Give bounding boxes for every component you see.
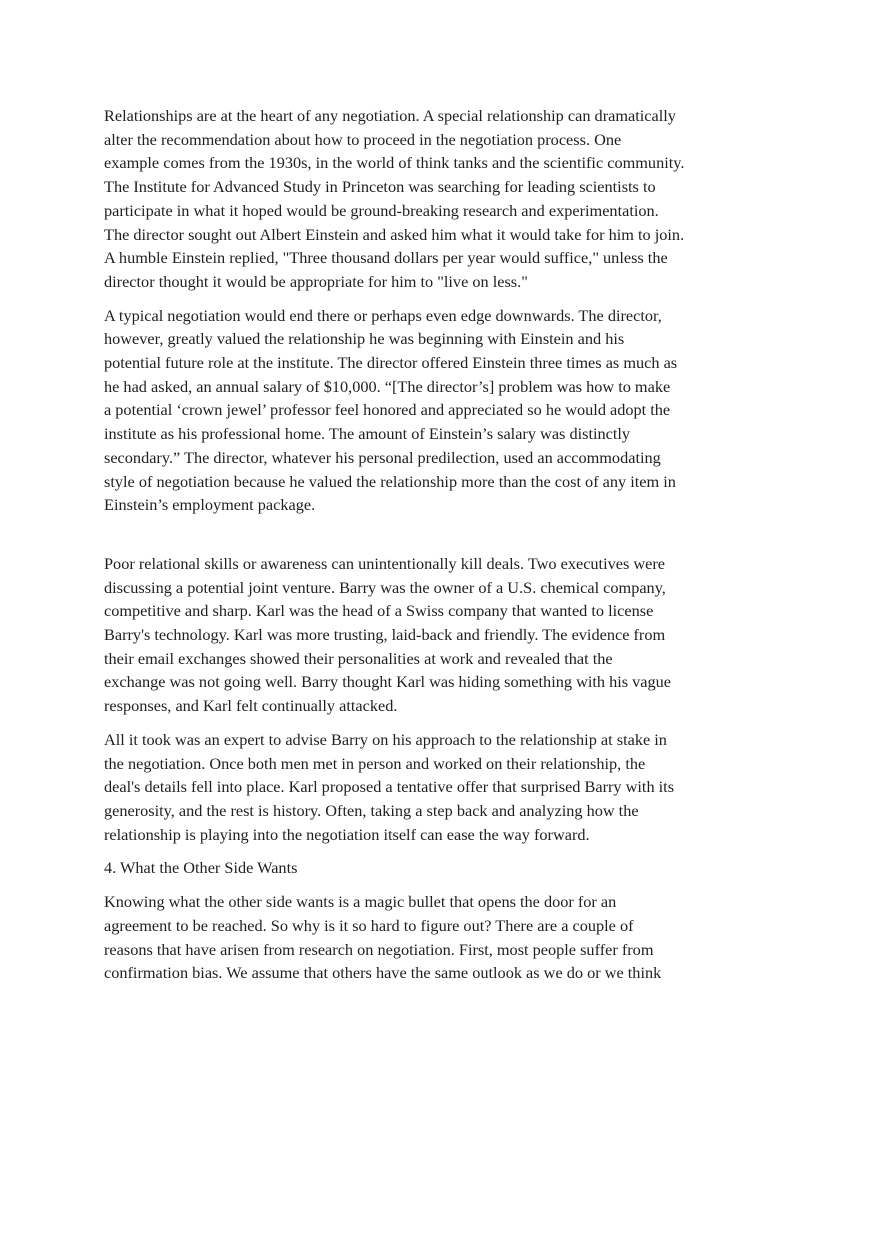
text-line: a potential ‘crown jewel’ professor feel honored and appreciated so he would adopt the: [104, 400, 671, 420]
paragraph-other-side-wants: [104, 890, 728, 985]
text-line: deal's details fell into place. Karl proposed a tentative offer that surprised Barry with its: [104, 777, 675, 797]
text-line: their email exchanges showed their personalities at work and revealed that the: [104, 648, 613, 668]
text-line: example comes from the 1930s, in the world of think tanks and the scientific community.: [104, 153, 685, 173]
paragraph-einstein-salary: [104, 304, 728, 517]
text-line: style of negotiation because he valued the relationship more than the cost of any item in: [104, 471, 676, 491]
text-line: potential future role at the institute. The director offered Einstein three times as much as: [104, 353, 678, 373]
text-line: alter the recommendation about how to proceed in the negotiation process. One: [104, 129, 622, 149]
text-line: exchange was not going well. Barry thought Karl was hiding something with his vague: [104, 672, 672, 692]
text-line: A humble Einstein replied, "Three thousand dollars per year would suffice," unless the: [104, 248, 668, 268]
text-line: reasons that have arisen from research on negotiation. First, most people suffer from: [104, 939, 654, 959]
paragraph-barry-karl: [104, 552, 728, 718]
text-line: confirmation bias. We assume that others have the same outlook as we do or we think: [104, 963, 662, 983]
text-line: competitive and sharp. Karl was the head of a Swiss company that wanted to license: [104, 601, 654, 621]
text-line: director thought it would be appropriate for him to "live on less.": [104, 271, 528, 291]
text-line: The Institute for Advanced Study in Princeton was searching for leading scientists to: [104, 177, 656, 197]
text-line: Barry's technology. Karl was more trusting, laid-back and friendly. The evidence from: [104, 625, 666, 645]
text-line: institute as his professional home. The amount of Einstein’s salary was distinctly: [104, 424, 631, 444]
text-line: Relationships are at the heart of any negotiation. A special relationship can dramatically: [104, 106, 676, 125]
text-line: generosity, and the rest is history. Often, taking a step back and analyzing how the: [104, 800, 639, 820]
text-line: All it took was an expert to advise Barry on his approach to the relationship at stake in: [104, 729, 667, 749]
text-line: he had asked, an annual salary of $10,000. “[The director’s] problem was how to make: [104, 376, 671, 396]
paragraph-expert-advice: [104, 728, 728, 847]
text-line: relationship is playing into the negotiation itself can ease the way forward.: [104, 824, 590, 844]
text-line: the negotiation. Once both men met in person and worked on their relationship, the: [104, 753, 646, 773]
text-line: participate in what it hoped would be ground-breaking research and experimentation.: [104, 200, 659, 220]
text-line: Poor relational skills or awareness can unintentionally kill deals. Two executives were: [104, 553, 666, 573]
section-heading-text: 4. What the Other Side Wants: [104, 858, 298, 878]
text-line: discussing a potential joint venture. Barry was the owner of a U.S. chemical company,: [104, 577, 666, 597]
text-line: agreement to be reached. So why is it so hard to figure out? There are a couple of: [104, 915, 634, 935]
text-line: Einstein’s employment package.: [104, 495, 316, 515]
text-line: The director sought out Albert Einstein and asked him what it would take for him to join.: [104, 224, 685, 244]
text-line: responses, and Karl felt continually attacked.: [104, 696, 398, 716]
paragraph-einstein-intro: [104, 104, 728, 294]
text-line: A typical negotiation would end there or perhaps even edge downwards. The director,: [104, 305, 662, 325]
document-page: [104, 104, 728, 985]
text-line: however, greatly valued the relationship he was beginning with Einstein and his: [104, 329, 625, 349]
text-line: secondary.” The director, whatever his personal predilection, used an accommodating: [104, 447, 661, 467]
text-line: Knowing what the other side wants is a magic bullet that opens the door for an: [104, 892, 617, 912]
section-heading: [104, 856, 728, 880]
